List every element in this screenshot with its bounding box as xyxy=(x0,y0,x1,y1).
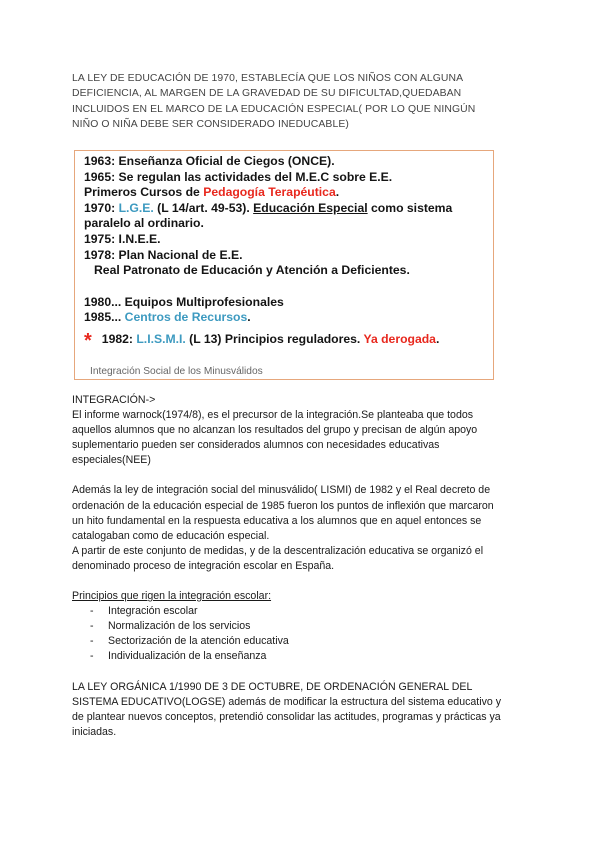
lge-text: L.G.E. xyxy=(118,200,154,215)
timeline-line-1982 xyxy=(84,329,488,352)
timeline-caption: Integración Social de los Minusválidos xyxy=(90,366,263,377)
text: 1985... xyxy=(84,310,125,325)
paragraph-line: aquellos alumnos que no alcanzan los resultados del grupo y precisan de algún apoyo xyxy=(72,424,478,437)
text: (L 13) Principios reguladores. xyxy=(185,331,364,346)
dash-icon: - xyxy=(90,650,94,663)
paragraph-line: suplementario pueden ser considerados alumnos con necesidades educativas xyxy=(72,439,440,452)
section-heading: INTEGRACIÓN-> xyxy=(72,394,156,406)
pedagogia-terapeutica-text: Pedagogía Terapéutica xyxy=(203,185,336,200)
text: 1982: xyxy=(101,331,137,346)
educacion-especial-text: Educación Especial xyxy=(253,200,368,215)
centros-recursos-text: Centros de Recursos xyxy=(124,310,248,325)
paragraph-line: ordenación de la educación especial de 1985 fueron los puntos de inflexión que marcaron xyxy=(72,499,494,512)
integracion-section xyxy=(72,393,532,740)
paragraph-line: un hito fundamental en la respuesta educativa a los alumnos que en aquel entonces se xyxy=(72,514,482,527)
paragraph-line: denominado proceso de integración escolar en España. xyxy=(72,559,335,572)
timeline-line-cursos xyxy=(84,185,488,201)
timeline-line-1978: 1978: Plan Nacional de E.E. xyxy=(84,247,243,262)
timeline-image xyxy=(74,150,494,380)
paragraph-line: iniciadas. xyxy=(72,725,117,738)
timeline-line-1975: 1975: I.N.E.E. xyxy=(84,231,161,246)
spacer xyxy=(72,468,532,483)
paragraph-line: LA LEY ORGÁNICA 1/1990 DE 3 DE OCTUBRE, DE ORDENACIÓN GENERAL DEL xyxy=(72,680,473,693)
timeline-lines xyxy=(84,154,488,352)
text: como sistema xyxy=(367,200,453,215)
paragraph-line: de plantear nuevos conceptos, pretendió consolidar las actitudes, programas y prácticas ya xyxy=(72,710,501,723)
timeline-line-1965: 1965: Se regulan las actividades del M.E.C sobre E.E. xyxy=(84,169,393,184)
dash-icon: - xyxy=(90,635,94,648)
lismi-text: L.I.S.M.I. xyxy=(136,331,186,346)
dash-icon: - xyxy=(90,620,94,633)
text: Primeros Cursos de xyxy=(84,185,204,200)
intro-line: LA LEY DE EDUCACIÓN DE 1970, ESTABLECÍA QUE LOS NIÑOS CON ALGUNA xyxy=(72,73,464,84)
timeline-line-1970 xyxy=(84,201,488,217)
intro-line: INCLUIDOS EN EL MARCO DE LA EDUCACIÓN ESPECIAL( POR LO QUE NINGÚN xyxy=(72,103,476,115)
list-item-text: Individualización de la enseñanza xyxy=(108,650,267,663)
text: . xyxy=(247,310,251,325)
list-item xyxy=(72,634,532,649)
timeline-line-1963: 1963: Enseñanza Oficial de Ciegos (ONCE). xyxy=(84,154,335,168)
spacer xyxy=(84,279,488,295)
spacer xyxy=(72,574,532,589)
list-item-text: Sectorización de la atención educativa xyxy=(108,635,289,648)
list-item-text: Normalización de los servicios xyxy=(108,620,251,633)
asterisk-icon: * xyxy=(84,329,92,352)
spacer xyxy=(72,665,532,680)
paragraph-line: El informe warnock(1974/8), es el precursor de la integración.Se planteaba que todos xyxy=(72,409,474,422)
list-item xyxy=(72,604,532,619)
paragraph-line: catalogaban como de educación especial. xyxy=(72,529,270,542)
list-item xyxy=(72,649,532,664)
intro-line: NIÑO O NIÑA DEBE SER CONSIDERADO INEDUCABLE) xyxy=(72,119,349,131)
text: (L 14/art. 49-53). xyxy=(153,200,254,215)
text: . xyxy=(435,331,440,346)
principios-title: Principios que rigen la integración escolar: xyxy=(72,590,272,603)
paragraph-line: Además la ley de integración social del minusválido( LISMI) de 1982 y el Real decreto de xyxy=(72,484,491,497)
list-item xyxy=(72,619,532,634)
text: 1970: xyxy=(84,200,119,215)
list-item-text: Integración escolar xyxy=(108,605,198,618)
paragraph-line: SISTEMA EDUCATIVO(LOGSE) además de modificar la estructura del sistema educativo y xyxy=(72,695,502,708)
timeline-line-paralelo: paralelo al ordinario. xyxy=(84,216,204,231)
paragraph-line: A partir de este conjunto de medidas, y de la descentralización educativa se organizó el xyxy=(72,544,484,557)
timeline-line-1980: 1980... Equipos Multiprofesionales xyxy=(84,294,284,309)
intro-line: DEFICIENCIA, AL MARGEN DE LA GRAVEDAD DE SU DIFICULTAD,QUEDABAN xyxy=(72,88,462,100)
ya-derogada-text: Ya derogada xyxy=(363,331,436,346)
paragraph-line: especiales(NEE) xyxy=(72,454,151,467)
dash-icon: - xyxy=(90,605,94,618)
intro-paragraph xyxy=(72,71,532,133)
text: . xyxy=(335,185,340,200)
timeline-line-real-patronato: Real Patronato de Educación y Atención a Deficientes. xyxy=(94,263,410,278)
timeline-line-1985 xyxy=(84,310,488,326)
